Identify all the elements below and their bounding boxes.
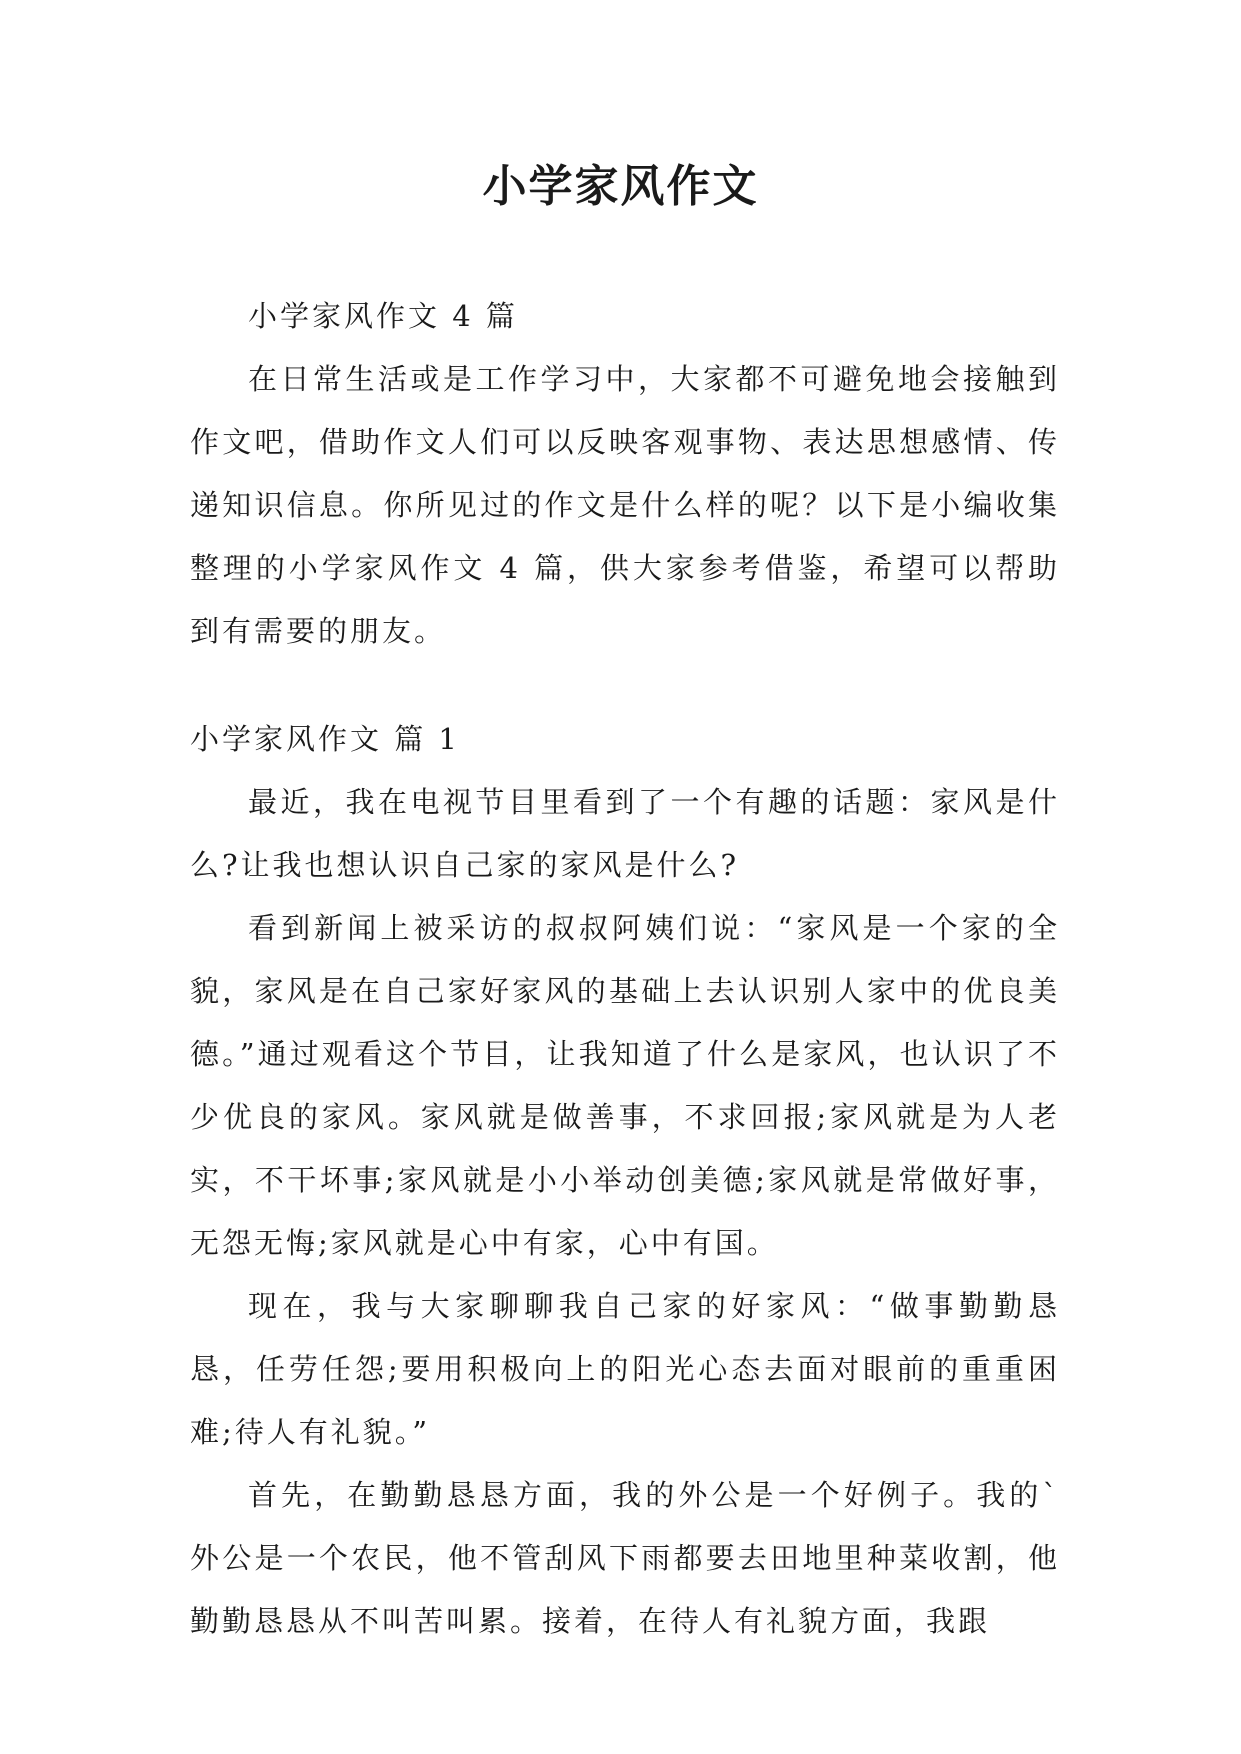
section-heading: 小学家风作文 篇 1 xyxy=(190,722,460,756)
body-paragraph: 现在，我与大家聊聊我自己家的好家风：“做事勤勤恳恳，任劳任怨;要用积极向上的阳光心态去面对眼前的重重困难;待人有礼貌。” xyxy=(190,1289,1060,1449)
body-paragraph: 最近，我在电视节目里看到了一个有趣的话题：家风是什么?让我也想认识自己家的家风是什么? xyxy=(190,785,1060,882)
body-paragraph: 首先，在勤勤恳恳方面，我的外公是一个好例子。我的`外公是一个农民，他不管刮风下雨都要去田地里种菜收割，他勤勤恳恳从不叫苦叫累。接着，在待人有礼貌方面，我跟 xyxy=(190,1478,1060,1638)
body-paragraph: 看到新闻上被采访的叔叔阿姨们说：“家风是一个家的全貌，家风是在自己家好家风的基础上去认识别人家中的优良美德。”通过观看这个节目，让我知道了什么是家风，也认识了不少优良的家风。家风就是做善事，不求回报;家风就是为人老实，不干坏事;家风就是小小举动创美德;家风就是常做好事，无怨无悔;家风就是心中有家，心中有国。 xyxy=(190,911,1060,1260)
document-body xyxy=(190,285,1060,1653)
document-title: 小学家风作文 xyxy=(482,161,759,212)
intro-heading: 小学家风作文 4 篇 xyxy=(248,299,518,333)
section-gap xyxy=(190,663,1060,708)
intro-paragraph: 在日常生活或是工作学习中，大家都不可避免地会接触到作文吧，借助作文人们可以反映客观事物、表达思想感情、传递知识信息。你所见过的作文是什么样的呢？以下是小编收集整理的小学家风作文 4 篇，供大家参考借鉴，希望可以帮助到有需要的朋友。 xyxy=(190,362,1060,648)
